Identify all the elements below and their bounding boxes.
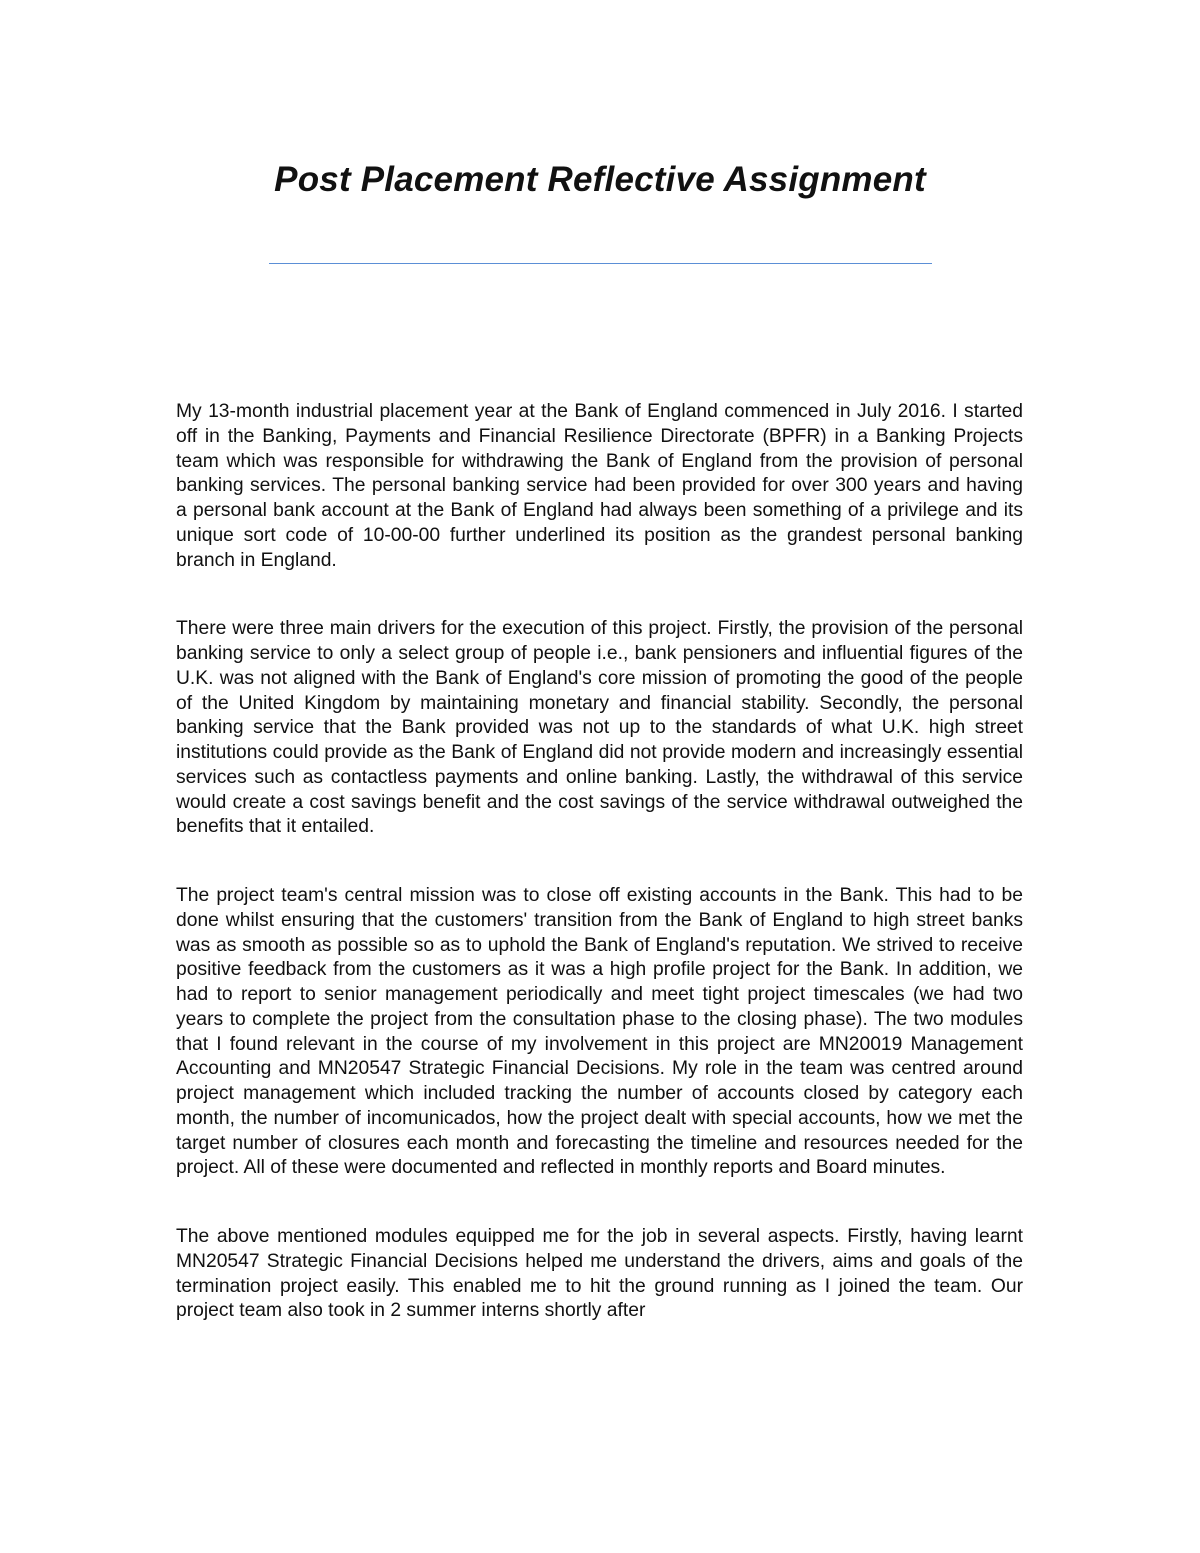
document-body <box>176 400 1023 1324</box>
paragraph-placement-intro: My 13-month industrial placement year at the Bank of England commenced in July 2016. I started off in the Banking, Payments and Financial Resilience Directorate (BPFR) in a Banking Projects team which was responsible for withdrawing the Bank of England from the provision of personal banking services. The personal banking service had been provided for over 300 years and having a personal bank account at the Bank of England had always been something of a privilege and its unique sort code of 10-00-00 further underlined its position as the grandest personal banking branch in England. <box>176 401 1023 571</box>
paragraph-modules: The above mentioned modules equipped me for the job in several aspects. Firstly, having learnt MN20547 Strategic Financial Decisions helped me understand the drivers, aims and goals of the termination project easily. This enabled me to hit the ground running as I joined the team. Our project team also took in 2 summer interns shortly after <box>176 1226 1023 1322</box>
document-title: Post Placement Reflective Assignment <box>274 160 926 199</box>
paragraph-project-drivers: There were three main drivers for the execution of this project. Firstly, the provision of the personal banking service to only a select group of people i.e., bank pensioners and influential figures of the U.K. was not aligned with the Bank of England's core mission of promoting the good of the people of the United Kingdom by maintaining monetary and financial stability. Secondly, the personal banking service that the Bank provided was not up to the standards of what U.K. high street institutions could provide as the Bank of England did not provide modern and increasingly essential services such as contactless payments and online banking. Lastly, the withdrawal of this service would create a cost savings benefit and the cost savings of the service withdrawal outweighed the benefits that it entailed. <box>176 618 1023 838</box>
title-divider <box>269 263 932 264</box>
paragraph-team-mission: The project team's central mission was to close off existing accounts in the Bank. This had to be done whilst ensuring that the customers' transition from the Bank of England to high street banks was as smooth as possible so as to uphold the Bank of England's reputation. We strived to receive positive feedback from the customers as it was a high profile project for the Bank. In addition, we had to report to senior management periodically and meet tight project timescales (we had two years to complete the project from the consultation phase to the closing phase). The two modules that I found relevant in the course of my involvement in this project are MN20019 Management Accounting and MN20547 Strategic Financial Decisions. My role in the team was centred around project management which included tracking the number of accounts closed by category each month, the number of incomunicados, how the project dealt with special accounts, how we met the target number of closures each month and forecasting the timeline and resources needed for the project. All of these were documented and reflected in monthly reports and Board minutes. <box>176 885 1023 1179</box>
